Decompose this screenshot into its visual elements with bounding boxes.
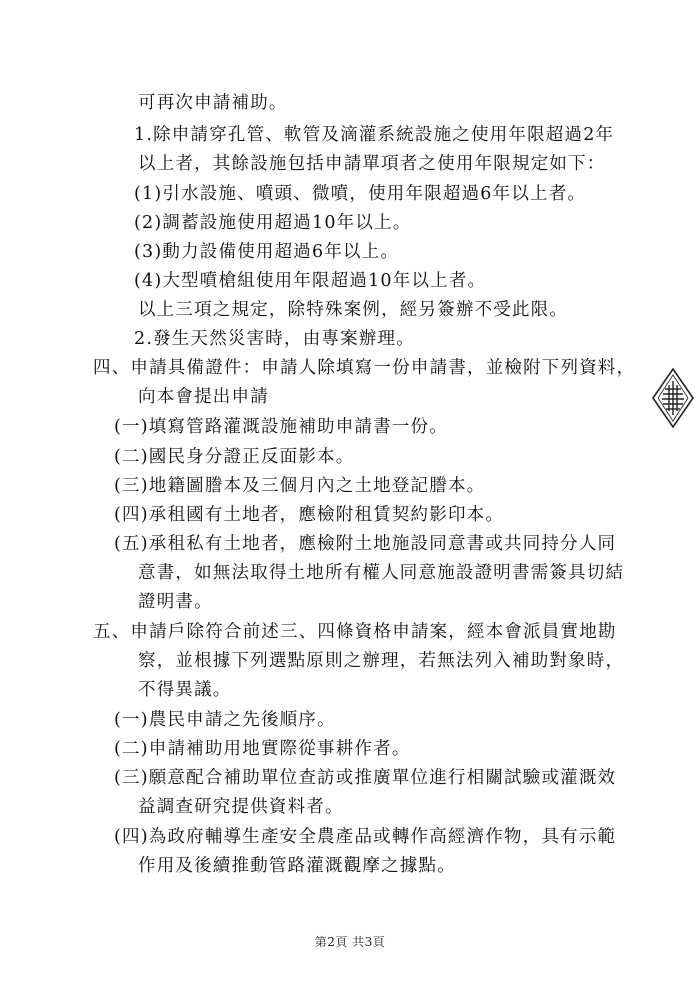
text-line: 證明書。 xyxy=(138,592,213,612)
text-line: (二)申請補助用地實際從事耕作者。 xyxy=(114,739,411,759)
text-line: (2)調蓄設施使用超過10年以上。 xyxy=(134,213,412,233)
text-line: 察，並根據下列選點原則之辦理，若無法列入補助對象時， xyxy=(138,651,625,671)
text-line: 向本會提出申請 xyxy=(138,387,269,407)
section-heading: 四、申請具備證件：申請人除填寫一份申請書，並檢附下列資料， xyxy=(93,358,636,378)
text-line: 作用及後續推動管路灌溉觀摩之據點。 xyxy=(138,856,456,876)
text-line: 益調查研究提供資料者。 xyxy=(138,797,344,817)
text-line: (五)承租私有土地者，應檢附土地施設同意書或共同持分人同 xyxy=(114,534,617,554)
text-line: 1.除申請穿孔管、軟管及滴灌系統設施之使用年限超過2年 xyxy=(134,125,615,145)
text-line: 意書，如無法取得土地所有權人同意施設證明書需簽具切結 xyxy=(138,563,625,583)
text-line: 2.發生天然災害時，由專案辦理。 xyxy=(134,329,415,349)
text-line: (三)地籍圖謄本及三個月內之土地登記謄本。 xyxy=(114,476,486,496)
text-line: 以上者，其餘設施包括申請單項者之使用年限規定如下： xyxy=(138,154,606,174)
text-line: (三)願意配合補助單位查訪或推廣單位進行相關試驗或灌溉效 xyxy=(114,768,617,788)
text-line: (1)引水設施、噴頭、微噴，使用年限超過6年以上者。 xyxy=(134,184,587,204)
text-line: (4)大型噴槍組使用年限超過10年以上者。 xyxy=(134,271,487,291)
text-line: 可再次申請補助。 xyxy=(138,93,288,113)
text-line: 以上三項之規定，除特殊案例，經另簽辦不受此限。 xyxy=(138,300,569,320)
section-heading: 五、申請戶除符合前述三、四條資格申請案，經本會派員實地勘 xyxy=(93,622,617,642)
text-line: (二)國民身分證正反面影本。 xyxy=(114,447,355,467)
text-line: 不得異議。 xyxy=(138,680,232,700)
text-line: (四)為政府輔導生產安全農產品或轉作高經濟作物，具有示範 xyxy=(114,827,617,847)
text-line: (四)承租國有土地者，應檢附租賃契約影印本。 xyxy=(114,505,505,525)
text-line: (3)動力設備使用超過6年以上。 xyxy=(134,242,400,262)
text-line: (一)填寫管路灌溉設施補助申請書一份。 xyxy=(114,417,448,437)
seal-stamp xyxy=(651,367,695,429)
text-line: (一)農民申請之先後順序。 xyxy=(114,710,336,730)
page-number: 第2頁 共3頁 xyxy=(314,935,386,949)
